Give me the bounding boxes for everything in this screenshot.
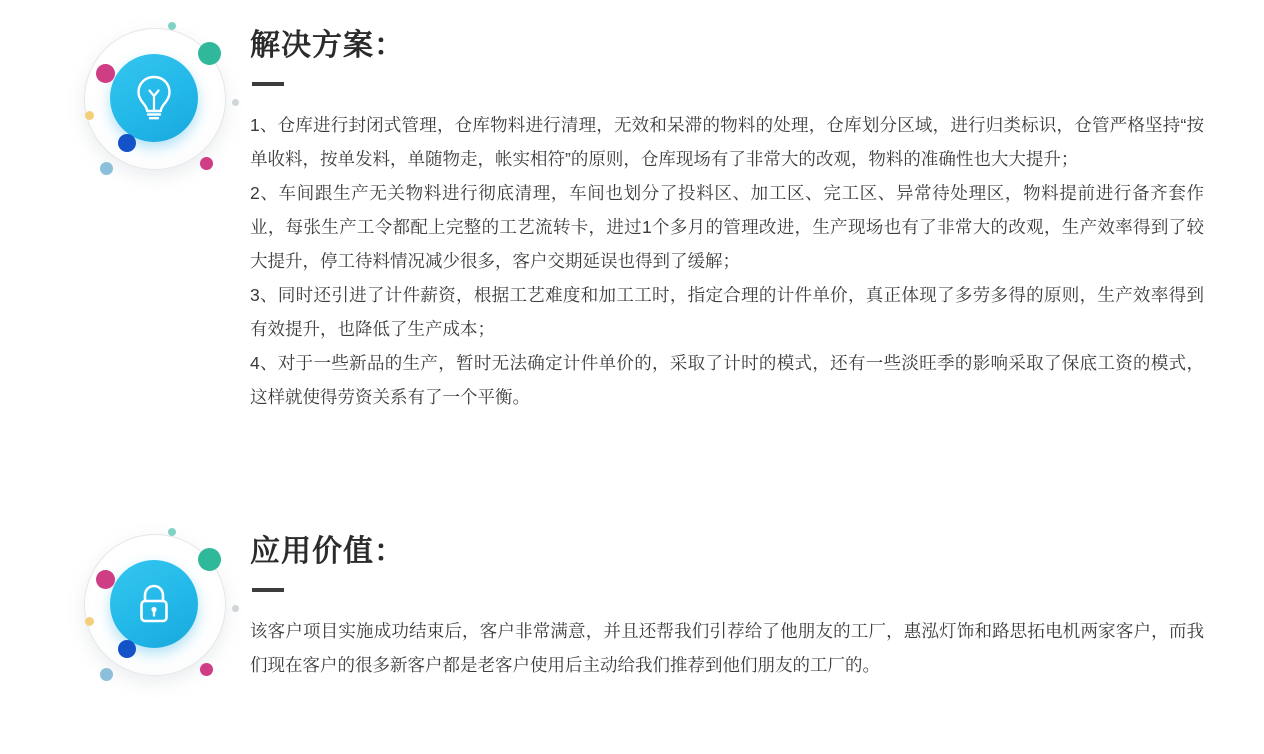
decorative-dot-teal xyxy=(168,22,176,30)
decorative-dot-grey xyxy=(232,99,239,106)
decorative-dot-light-blue xyxy=(100,668,113,681)
decorative-dot-teal xyxy=(168,528,176,536)
decorative-dot-yellow xyxy=(85,617,94,626)
decorative-dot-grey xyxy=(232,605,239,612)
decorative-dot-pink xyxy=(96,64,115,83)
decorative-dot-pink-small xyxy=(200,157,213,170)
lock-icon xyxy=(110,560,198,648)
decorative-dot-yellow xyxy=(85,111,94,120)
decorative-dot-pink-small xyxy=(200,663,213,676)
paragraph: 4、对于一些新品的生产，暂时无法确定计件单价的，采取了计时的模式，还有一些淡旺季的影响采取了保底工资的模式，这样就使得劳资关系有了一个平衡。 xyxy=(250,353,1204,407)
decorative-dot-blue xyxy=(118,640,136,658)
page-title-solution: 解决方案： xyxy=(250,29,405,62)
icon-cluster-value xyxy=(0,520,250,700)
section-application-value xyxy=(0,520,1264,700)
solution-body xyxy=(250,108,1204,414)
paragraph: 3、同时还引进了计件薪资，根据工艺难度和加工工时，指定合理的计件单价，真正体现了多劳多得的原则，生产效率得到有效提升，也降低了生产成本； xyxy=(250,285,1204,339)
decorative-dot-green xyxy=(198,548,221,571)
heading-rule xyxy=(252,82,284,86)
section-solution xyxy=(0,14,1264,414)
page-title-value: 应用价值： xyxy=(250,535,405,568)
lightbulb-icon xyxy=(110,54,198,142)
decorative-dot-green xyxy=(198,42,221,65)
paragraph: 该客户项目实施成功结束后，客户非常满意，并且还帮我们引荐给了他朋友的工厂，惠泓灯饰和路思拓电机两家客户，而我们现在客户的很多新客户都是老客户使用后主动给我们推荐到他们朋友的工厂的。 xyxy=(250,621,1204,675)
value-content xyxy=(250,520,1264,682)
decorative-dot-light-blue xyxy=(100,162,113,175)
value-body xyxy=(250,614,1204,682)
paragraph: 1、仓库进行封闭式管理，仓库物料进行清理，无效和呆滞的物料的处理，仓库划分区域，进行归类标识，仓管严格坚持“按单收料，按单发料，单随物走，帐实相符”的原则，仓库现场有了非常大的改观，物料的准确性也大大提升； xyxy=(250,115,1204,169)
paragraph: 2、车间跟生产无关物料进行彻底清理，车间也划分了投料区、加工区、完工区、异常待处理区，物料提前进行备齐套作业，每张生产工令都配上完整的工艺流转卡，进过1个多月的管理改进，生产现场也有了非常大的改观，生产效率得到了较大提升，停工待料情况减少很多，客户交期延误也得到了缓解； xyxy=(250,183,1204,271)
heading-rule xyxy=(252,588,284,592)
icon-cluster-solution xyxy=(0,14,250,194)
decorative-dot-blue xyxy=(118,134,136,152)
decorative-dot-pink xyxy=(96,570,115,589)
solution-content xyxy=(250,14,1264,414)
